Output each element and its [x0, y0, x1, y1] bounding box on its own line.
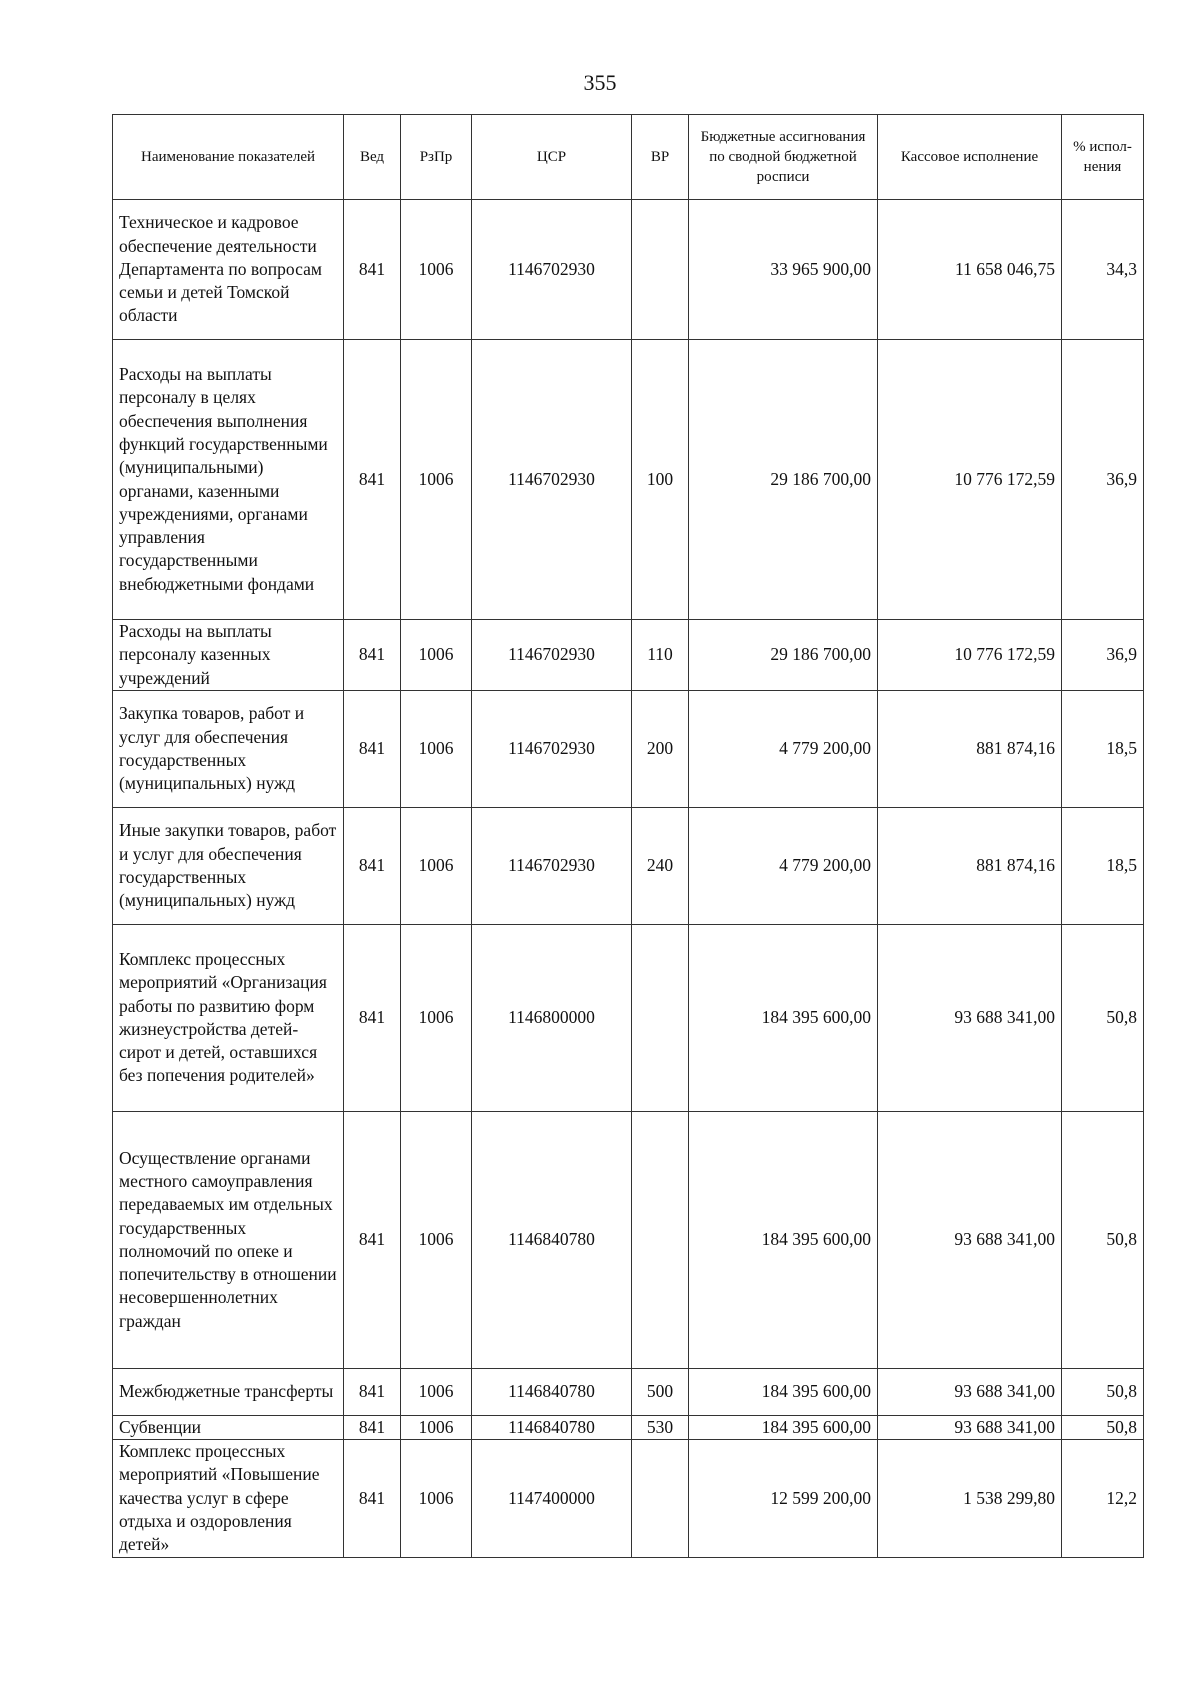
table-row	[113, 1440, 1144, 1557]
row-pct: 50,8	[1062, 1415, 1144, 1439]
row-budget: 184 395 600,00	[689, 924, 878, 1111]
row-cash: 93 688 341,00	[878, 924, 1062, 1111]
row-cash: 93 688 341,00	[878, 1415, 1062, 1439]
row-name: Комплекс процессных мероприятий «Организация работы по развитию форм жизнеустройства детей-сирот и детей, оставшихся без попечения родителей»	[113, 924, 344, 1111]
page-number: 355	[583, 70, 617, 95]
row-cash: 10 776 172,59	[878, 340, 1062, 620]
row-cash: 93 688 341,00	[878, 1368, 1062, 1415]
budget-execution-table	[112, 114, 1144, 1558]
table-header-row	[113, 115, 1144, 200]
row-vr: 100	[632, 340, 689, 620]
row-rzpr: 1006	[401, 1440, 472, 1557]
table-row	[113, 690, 1144, 807]
row-vr: 110	[632, 620, 689, 691]
table-row	[113, 620, 1144, 691]
row-rzpr: 1006	[401, 1415, 472, 1439]
row-rzpr: 1006	[401, 1368, 472, 1415]
row-name: Субвенции	[113, 1415, 344, 1439]
row-csr: 1146702930	[472, 200, 632, 340]
row-pct: 18,5	[1062, 690, 1144, 807]
header-csr: ЦСР	[472, 115, 632, 200]
row-ved: 841	[344, 620, 401, 691]
row-csr: 1146840780	[472, 1415, 632, 1439]
row-budget: 33 965 900,00	[689, 200, 878, 340]
row-budget: 12 599 200,00	[689, 1440, 878, 1557]
row-name: Межбюджетные трансферты	[113, 1368, 344, 1415]
row-cash: 881 874,16	[878, 807, 1062, 924]
header-rzpr: РзПр	[401, 115, 472, 200]
header-budget: Бюджетные ассигнования по сводной бюджетной росписи	[689, 115, 878, 200]
row-ved: 841	[344, 924, 401, 1111]
row-ved: 841	[344, 1111, 401, 1368]
row-pct: 36,9	[1062, 620, 1144, 691]
row-vr	[632, 1440, 689, 1557]
row-name: Закупка товаров, работ и услуг для обеспечения государственных (муниципальных) нужд	[113, 690, 344, 807]
row-ved: 841	[344, 1415, 401, 1439]
row-ved: 841	[344, 1368, 401, 1415]
row-cash: 10 776 172,59	[878, 620, 1062, 691]
row-pct: 12,2	[1062, 1440, 1144, 1557]
table-row	[113, 924, 1144, 1111]
row-pct: 18,5	[1062, 807, 1144, 924]
row-vr: 530	[632, 1415, 689, 1439]
row-vr: 240	[632, 807, 689, 924]
row-budget: 4 779 200,00	[689, 807, 878, 924]
row-pct: 50,8	[1062, 1368, 1144, 1415]
row-name: Осуществление органами местного самоуправления передаваемых им отдельных государственных полномочий по опеке и попечительству в отношении несовершеннолетних граждан	[113, 1111, 344, 1368]
row-cash: 93 688 341,00	[878, 1111, 1062, 1368]
row-rzpr: 1006	[401, 1111, 472, 1368]
row-vr	[632, 200, 689, 340]
row-rzpr: 1006	[401, 340, 472, 620]
row-csr: 1146702930	[472, 620, 632, 691]
header-ved: Вед	[344, 115, 401, 200]
row-cash: 11 658 046,75	[878, 200, 1062, 340]
row-ved: 841	[344, 1440, 401, 1557]
row-csr: 1146702930	[472, 807, 632, 924]
header-pct: % испол-нения	[1062, 115, 1144, 200]
row-budget: 4 779 200,00	[689, 690, 878, 807]
header-name: Наименование показателей	[113, 115, 344, 200]
row-vr: 200	[632, 690, 689, 807]
row-csr: 1146800000	[472, 924, 632, 1111]
row-vr	[632, 1111, 689, 1368]
header-vr: ВР	[632, 115, 689, 200]
row-cash: 1 538 299,80	[878, 1440, 1062, 1557]
row-ved: 841	[344, 200, 401, 340]
row-name: Расходы на выплаты персоналу казенных учреждений	[113, 620, 344, 691]
row-rzpr: 1006	[401, 690, 472, 807]
table-row	[113, 1111, 1144, 1368]
row-budget: 29 186 700,00	[689, 620, 878, 691]
row-pct: 34,3	[1062, 200, 1144, 340]
header-cash: Кассовое исполнение	[878, 115, 1062, 200]
row-budget: 29 186 700,00	[689, 340, 878, 620]
table-row	[113, 200, 1144, 340]
table-row	[113, 807, 1144, 924]
row-csr: 1146840780	[472, 1111, 632, 1368]
row-vr	[632, 924, 689, 1111]
row-budget: 184 395 600,00	[689, 1111, 878, 1368]
row-ved: 841	[344, 807, 401, 924]
row-budget: 184 395 600,00	[689, 1368, 878, 1415]
row-budget: 184 395 600,00	[689, 1415, 878, 1439]
row-rzpr: 1006	[401, 200, 472, 340]
row-name: Расходы на выплаты персоналу в целях обеспечения выполнения функций государственными (муниципальными) органами, казенными учреждениями, органами управления государственными внебюджетными фондами	[113, 340, 344, 620]
row-pct: 50,8	[1062, 1111, 1144, 1368]
row-csr: 1147400000	[472, 1440, 632, 1557]
row-pct: 50,8	[1062, 924, 1144, 1111]
row-name: Иные закупки товаров, работ и услуг для обеспечения государственных (муниципальных) нужд	[113, 807, 344, 924]
row-ved: 841	[344, 690, 401, 807]
row-rzpr: 1006	[401, 620, 472, 691]
row-vr: 500	[632, 1368, 689, 1415]
row-csr: 1146702930	[472, 690, 632, 807]
row-name: Комплекс процессных мероприятий «Повышение качества услуг в сфере отдыха и оздоровления детей»	[113, 1440, 344, 1557]
row-rzpr: 1006	[401, 924, 472, 1111]
row-rzpr: 1006	[401, 807, 472, 924]
row-csr: 1146702930	[472, 340, 632, 620]
table-row	[113, 340, 1144, 620]
row-pct: 36,9	[1062, 340, 1144, 620]
row-ved: 841	[344, 340, 401, 620]
row-csr: 1146840780	[472, 1368, 632, 1415]
row-name: Техническое и кадровое обеспечение деятельности Департамента по вопросам семьи и детей Томской области	[113, 200, 344, 340]
table-row	[113, 1415, 1144, 1439]
table-row	[113, 1368, 1144, 1415]
row-cash: 881 874,16	[878, 690, 1062, 807]
